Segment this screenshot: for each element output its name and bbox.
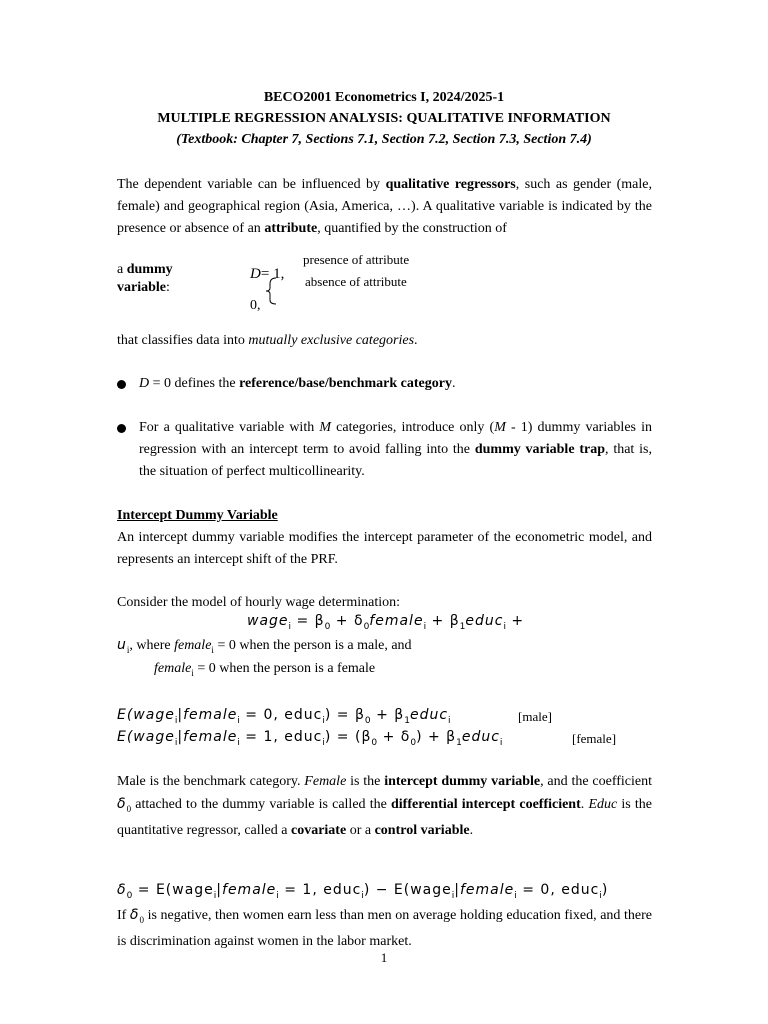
textbook-reference: (Textbook: Chapter 7, Sections 7.1, Section 7.2, Section 7.3, Section 7.4)	[176, 132, 592, 147]
section-heading: Intercept Dummy Variable	[117, 508, 278, 523]
model-equation: wage$_i$ = $\beta_0$ + $\delta_0female_i$ + $\beta_1educ_i$ +	[247, 613, 525, 632]
course-title: BECO2001 Econometrics I, 2024/2025-1	[263, 90, 505, 105]
intro-paragraph: The dependent variable can be influenced by qualitative regressors, such as gender (male, female) and geographical region (Asia, America, …). A qualitative variable is indicated by the presence or absence of an attribute, quantified by the construction of	[117, 177, 653, 236]
bullet-icon	[117, 424, 126, 433]
dummy-zero: 0,	[250, 298, 261, 313]
model-where-line-2: female$_i$ = 0 when the person is a female	[154, 661, 376, 678]
benchmark-paragraph: Male is the benchmark category. Female is the intercept dummy variable, and the coefficient $\delta_0$ attached to the dummy variable is called the differential intercept coefficient. Educ is the quantitative regressor, called a covariate or a control variable.	[117, 774, 653, 838]
dummy-variable-label: a dummy variable:	[117, 262, 173, 295]
model-intro: Consider the model of hourly wage determination:	[117, 595, 401, 610]
expectation-male: E(wage$_i$|female$_i$ = 0, educ$_i$) = $\beta_0$ + $\beta_1educ_i$	[117, 707, 451, 726]
expectation-female: E(wage$_i$|female$_i$ = 1, educ$_i$) = $(\beta_0 + \delta_0)$ + $\beta_1educ_i$	[117, 729, 503, 748]
dummy-equation: D= 1,	[250, 266, 285, 282]
bullet-dummy-trap: For a qualitative variable with M categories, introduce only (M - 1) dummy variables in regression with an intercept term to avoid falling into the dummy variable trap, that is, the situation of perfect multicollinearity.	[139, 420, 652, 479]
female-tag: [female]	[572, 731, 617, 746]
absence-label: absence of attribute	[305, 274, 407, 289]
male-tag: [male]	[518, 709, 552, 724]
presence-label: presence of attribute	[303, 252, 410, 267]
page-number: 1	[380, 950, 388, 965]
delta-equation: $\delta_0$ = E(wage$_i$|female$_i$ = 1, educ$_i$) − E(wage$_i$|female$_i$ = 0, educ$_i$)	[117, 882, 609, 901]
conclusion-paragraph: If $\delta_0$ is negative, then women earn less than men on average holding education fixed, and there is discrimination against women in the labor market.	[117, 907, 652, 949]
mutually-exclusive-sentence: that classifies data into mutually exclusive categories.	[117, 333, 418, 348]
bullet-reference-category: D = 0 defines the reference/base/benchmark category.	[139, 376, 456, 391]
model-where-line: $u_i$, where female$_i$ = 0 when the person is a male, and	[117, 637, 412, 655]
section-paragraph: An intercept dummy variable modifies the intercept parameter of the econometric model, and represents an intercept shift of the PRF.	[117, 530, 652, 567]
topic-title: MULTIPLE REGRESSION ANALYSIS: QUALITATIVE INFORMATION	[157, 111, 611, 126]
curly-brace-icon	[262, 276, 282, 306]
bullet-icon	[117, 380, 126, 389]
